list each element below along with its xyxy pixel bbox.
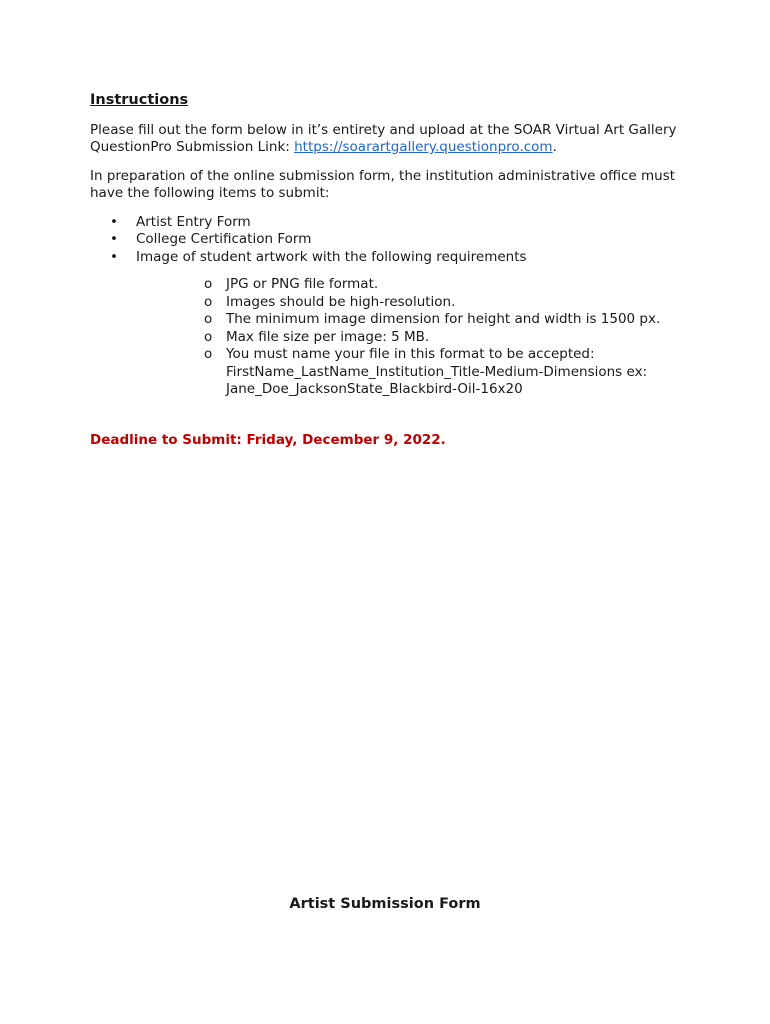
intro-text: Please fill out the form below in it’s entirety and upload at the SOAR Virtual Art Gallery QuestionPro Submission Link:	[90, 121, 677, 155]
requirement-item	[136, 329, 680, 347]
sub-bullet-icon: o	[204, 293, 213, 310]
requirement-text: JPG or PNG file format.	[226, 276, 379, 292]
bullet-icon: •	[110, 231, 118, 247]
artwork-requirements-list	[136, 276, 680, 399]
instructions-section	[90, 92, 680, 399]
bullet-icon: •	[110, 213, 118, 230]
deadline-notice: Deadline to Submit: Friday, December 9, 2022.	[90, 432, 446, 448]
requirement-item	[136, 276, 680, 294]
sub-bullet-icon: o	[204, 346, 213, 362]
list-item-label: Image of student artwork with the following requirements	[136, 248, 527, 265]
list-item-label: Artist Entry Form	[136, 213, 251, 230]
requirement-text: You must name your file in this format to be accepted:	[226, 346, 595, 362]
requirement-item	[136, 311, 680, 329]
filename-example: Jane_Doe_JacksonState_Blackbird-Oil-16x20	[226, 381, 523, 397]
submission-link[interactable]: https://soarartgallery.questionpro.com	[294, 139, 553, 155]
list-item	[90, 231, 680, 249]
list-item-label: College Certification Form	[136, 231, 312, 247]
form-title: Artist Submission Form	[289, 896, 481, 912]
list-item	[90, 214, 680, 232]
required-items-list	[90, 214, 680, 399]
requirement-text: Max file size per image: 5 MB.	[226, 328, 430, 345]
sub-bullet-icon: o	[204, 276, 213, 292]
list-item	[90, 249, 680, 399]
instructions-heading: Instructions	[90, 92, 189, 108]
filename-format: FirstName_LastName_Institution_Title-Medium-Dimensions ex:	[226, 363, 648, 380]
bullet-icon: •	[110, 248, 118, 265]
requirement-item	[136, 346, 680, 399]
intro-paragraph	[90, 122, 680, 157]
requirement-text: The minimum image dimension for height and width is 1500 px.	[226, 311, 661, 327]
intro-period: .	[552, 139, 557, 155]
requirement-text: Images should be high-resolution.	[226, 293, 456, 310]
sub-bullet-icon: o	[204, 328, 213, 345]
requirement-item	[136, 294, 680, 312]
preparation-paragraph: In preparation of the online submission form, the institution administrative office must have the following items to submit:	[90, 167, 676, 201]
sub-bullet-icon: o	[204, 311, 213, 327]
